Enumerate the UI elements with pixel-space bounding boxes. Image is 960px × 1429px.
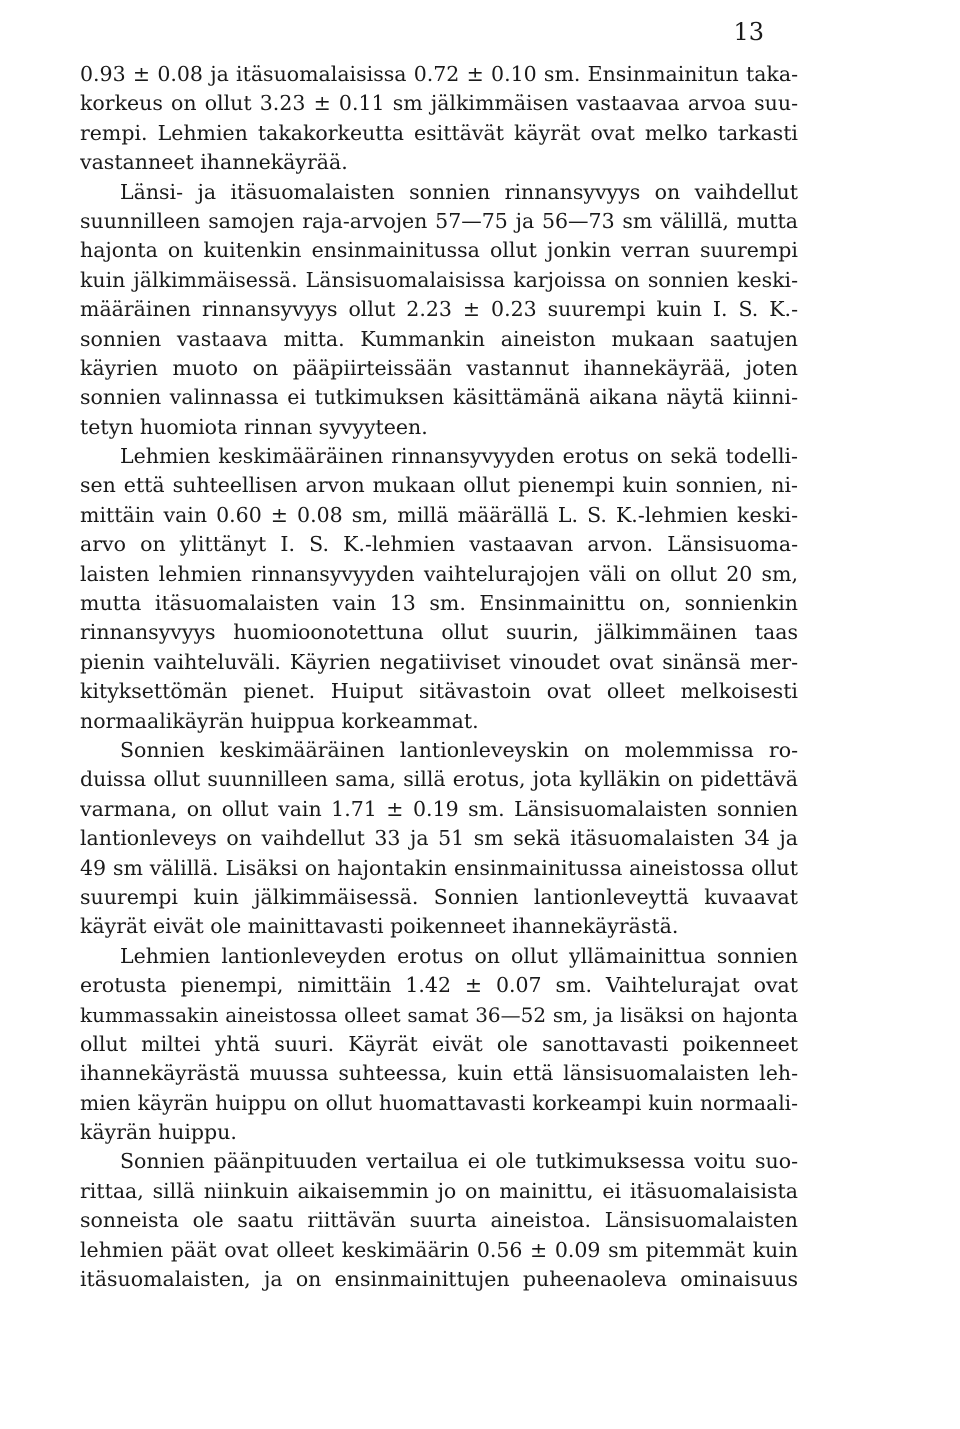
- text-line: sonneista ole saatu riittävän suurta aineistoa. Länsisuomalaisten: [80, 1208, 798, 1233]
- text-line: normaalikäyrän huippua korkeammat.: [80, 708, 479, 733]
- text-line: suunnilleen samojen raja-arvojen 57—75 ja 56—73 sm välillä, mutta: [80, 208, 798, 233]
- text-line: käyrän huippu.: [80, 1120, 237, 1145]
- text-line: lantionleveys on vaihdellut 33 ja 51 sm sekä itäsuomalaisten 34 ja: [80, 826, 798, 851]
- text-line: Lehmien lantionleveyden erotus on ollut yllämainittua sonnien: [120, 943, 798, 968]
- text-line: 49 sm välillä. Lisäksi on hajontakin ensinmainitussa aineistossa ollut: [80, 855, 798, 880]
- body-text: [80, 60, 798, 1294]
- text-line: Länsi- ja itäsuomalaisten sonnien rinnansyvyys on vaihdellut: [120, 179, 798, 204]
- text-line: pienin vaihteluväli. Käyrien negatiiviset vinoudet ovat sinänsä mer-: [80, 649, 798, 674]
- text-line: mien käyrän huippu on ollut huomattavasti korkeampi kuin normaali-: [80, 1090, 798, 1115]
- text-line: määräinen rinnansyvyys ollut 2.23 ± 0.23 suurempi kuin I. S. K.-: [80, 297, 798, 322]
- text-line: käyrien muoto on pääpiirteissään vastannut ihannekäyrää, joten: [80, 355, 798, 380]
- text-line: 0.93 ± 0.08 ja itäsuomalaisissa 0.72 ± 0.10 sm. Ensinmainitun taka-: [80, 62, 798, 86]
- text-line: käyrät eivät ole mainittavasti poikenneet ihannekäyrästä.: [80, 914, 679, 939]
- text-line: rittaa, sillä niinkuin aikaisemmin jo on mainittu, ei itäsuomalaisista: [80, 1178, 798, 1203]
- text-line: kuin jälkimmäisessä. Länsisuomalaisissa karjoissa on sonnien keski-: [80, 267, 798, 292]
- text-line: tetyn huomiota rinnan syvyyteen.: [80, 414, 428, 439]
- text-line: Sonnien päänpituuden vertailua ei ole tutkimuksessa voitu suo-: [120, 1149, 798, 1174]
- text-line: kityksettömän pienet. Huiput sitävastoin ovat olleet melkoisesti: [80, 679, 798, 704]
- text-line: korkeus on ollut 3.23 ± 0.11 sm jälkimmäisen vastaavaa arvoa suu-: [80, 91, 798, 116]
- text-line: kummassakin aineistossa olleet samat 36—52 sm, ja lisäksi on hajonta: [80, 1002, 798, 1027]
- text-line: vastanneet ihannekäyrää.: [80, 150, 348, 175]
- text-line: sonnien vastaava mitta. Kummankin aineiston mukaan saatujen: [80, 326, 798, 351]
- text-line: laisten lehmien rinnansyvyyden vaihtelurajojen väli on ollut 20 sm,: [80, 561, 798, 586]
- page-number: 13: [733, 18, 764, 46]
- text-line: mutta itäsuomalaisten vain 13 sm. Ensinmainittu on, sonnienkin: [80, 591, 798, 616]
- text-line: itäsuomalaisten, ja on ensinmainittujen puheenaoleva ominaisuus: [80, 1267, 798, 1292]
- text-line: erotusta pienempi, nimittäin 1.42 ± 0.07 sm. Vaihtelurajat ovat: [80, 973, 798, 998]
- text-line: varmana, on ollut vain 1.71 ± 0.19 sm. Länsisuomalaisten sonnien: [80, 796, 798, 821]
- text-line: Sonnien keskimääräinen lantionleveyskin on molemmissa ro-: [120, 737, 798, 762]
- text-line: mittäin vain 0.60 ± 0.08 sm, millä määrällä L. S. K.-lehmien keski-: [80, 502, 798, 527]
- text-line: sen että suhteellisen arvon mukaan ollut pienempi kuin sonnien, ni-: [80, 473, 798, 498]
- text-line: Lehmien keskimääräinen rinnansyvyyden erotus on sekä todelli-: [120, 444, 798, 469]
- text-line: rempi. Lehmien takakorkeutta esittävät käyrät ovat melko tarkasti: [80, 120, 798, 145]
- text-line: arvo on ylittänyt I. S. K.-lehmien vastaavan arvon. Länsisuoma-: [80, 532, 798, 557]
- text-line: suurempi kuin jälkimmäisessä. Sonnien lantionleveyttä kuvaavat: [80, 884, 798, 909]
- text-line: rinnansyvyys huomioonotettuna ollut suurin, jälkimmäinen taas: [80, 620, 798, 645]
- text-line: sonnien valinnassa ei tutkimuksen käsittämänä aikana näytä kiinni-: [80, 385, 798, 410]
- text-line: duissa ollut suunnilleen sama, sillä erotus, jota kylläkin on pidettävä: [80, 767, 798, 792]
- text-line: ollut miltei yhtä suuri. Käyrät eivät ole sanottavasti poikenneet: [80, 1031, 798, 1056]
- text-line: lehmien päät ovat olleet keskimäärin 0.56 ± 0.09 sm pitemmät kuin: [80, 1237, 798, 1262]
- text-line: hajonta on kuitenkin ensinmainitussa ollut jonkin verran suurempi: [80, 238, 798, 263]
- text-line: ihannekäyrästä muussa suhteessa, kuin että länsisuomalaisten leh-: [80, 1061, 798, 1086]
